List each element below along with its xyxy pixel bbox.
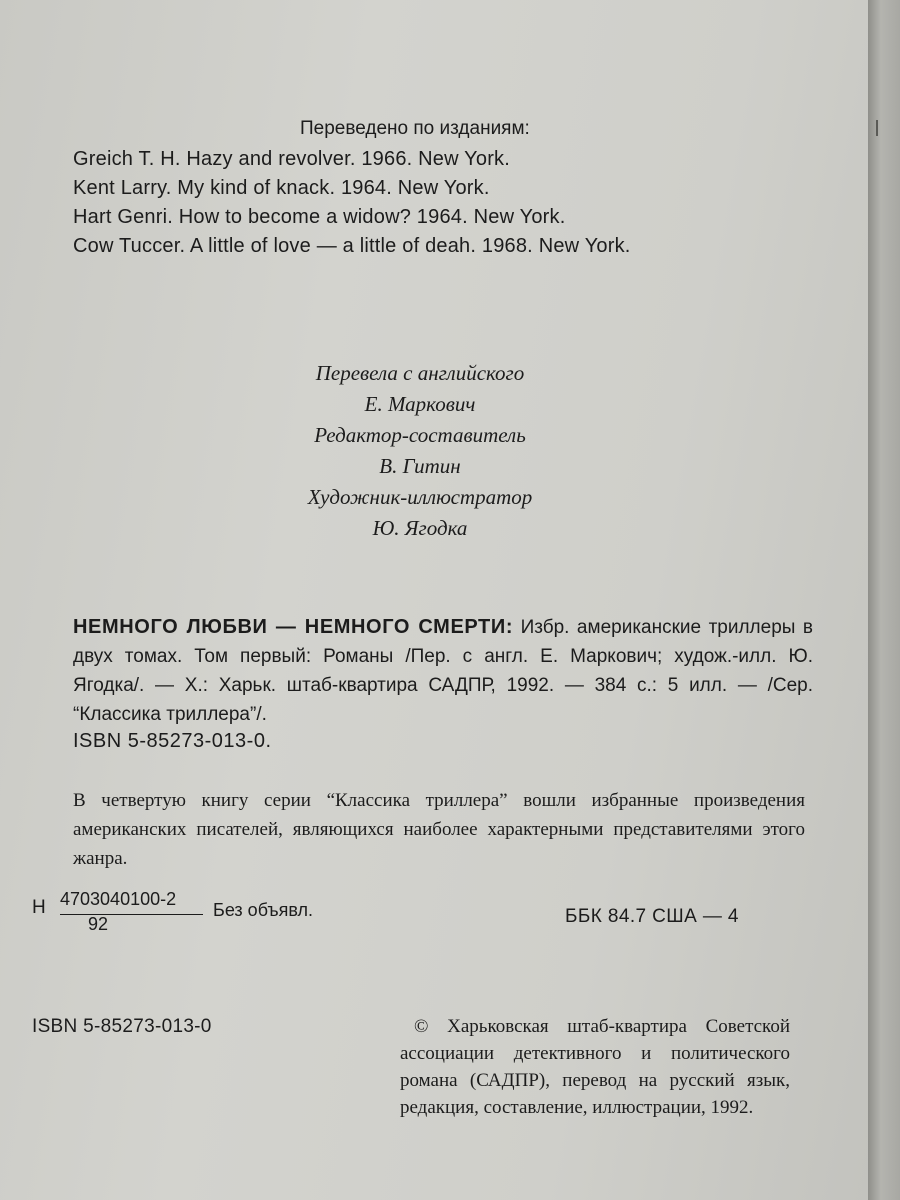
credit-name-editor: В. Гитин <box>379 454 461 478</box>
source-item: Greich T. H. Hazy and revolver. 1966. New York. <box>73 148 511 170</box>
index-note: Без объявл. <box>213 900 314 920</box>
sources-heading: Переведено по изданиям: <box>300 118 530 139</box>
bbk-code: ББК 84.7 США — 4 <box>565 906 739 927</box>
credits-block <box>230 358 610 544</box>
copyright-notice <box>400 1013 790 1121</box>
isbn-bottom: ISBN 5-85273-013-0 <box>32 1016 212 1037</box>
credit-role-illustrator: Художник-иллюстратор <box>307 485 533 509</box>
binding-thread <box>876 120 878 136</box>
credit-name-translator: Е. Маркович <box>364 392 476 416</box>
copyright-symbol: © <box>414 1016 429 1037</box>
index-letter: Н <box>32 897 46 918</box>
index-denominator: 92 <box>88 914 109 934</box>
next-page-edge <box>868 0 900 1200</box>
source-item: Hart Genri. How to become a widow? 1964. New York. <box>73 206 566 228</box>
source-item: Kent Larry. My kind of knack. 1964. New York. <box>73 177 490 199</box>
index-fraction-line <box>60 914 203 915</box>
credit-role-editor: Редактор-составитель <box>314 423 526 447</box>
credit-name-illustrator: Ю. Ягодка <box>372 516 468 540</box>
bibliographic-record <box>73 613 813 729</box>
index-numerator: 4703040100-2 <box>60 889 177 909</box>
credit-role-translator: Перевела с английского <box>315 361 525 385</box>
copyright-text: Харьковская штаб-квартира Советской ассоциации детективного и политического романа (САДПР), перевод на русский язык, редакция, составление, иллюстрации, 1992. <box>400 1016 790 1118</box>
sources-list <box>73 145 631 261</box>
annotation: В четвертую книгу серии “Классика триллера” вошли избранные произведения американских писателей, являющихся наиболее характерными представителями этого жанра. <box>73 790 805 869</box>
source-item: Cow Tuccer. A little of love — a little of deah. 1968. New York. <box>73 235 631 257</box>
book-title: НЕМНОГО ЛЮБВИ — НЕМНОГО СМЕРТИ: <box>73 616 514 638</box>
bibliographic-description: Избр. американские триллеры в двух томах. Том первый: Романы /Пер. с англ. Е. Маркович; худож.-илл. Ю. Ягодка/. — Х.: Харьк. штаб-квартира САДПР, 1992. — 384 с.: 5 илл. — /Сер. “Классика триллера”/. <box>73 617 813 725</box>
isbn-record: ISBN 5-85273-013-0. <box>73 730 272 752</box>
